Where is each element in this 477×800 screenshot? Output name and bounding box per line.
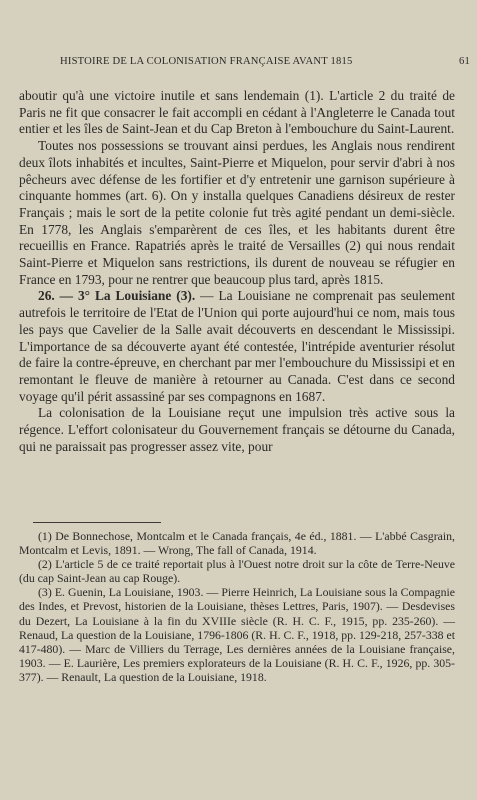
main-text <box>19 88 455 455</box>
paragraph-3 <box>19 288 455 405</box>
paragraph-4: La colonisation de la Louisiane reçut une impulsion très active sous la régence. L'effort colonisateur du Gouvernement français se détourne du Canada, qui ne paraissait pas progresser assez vite, pour <box>19 405 455 454</box>
footnote-divider <box>33 522 161 523</box>
footnote-1: (1) De Bonnechose, Montcalm et le Canada français, 4e éd., 1881. — L'abbé Casgrain, Montcalm et Levis, 1891. — Wrong, The fall of Canada, 1914. <box>19 529 455 558</box>
section-heading: 26. — 3° La Louisiane (3). <box>38 288 196 304</box>
paragraph-3-text: — La Louisiane ne comprenait pas seulement autrefois le territoire de l'Etat de l'Union qui porte aujourd'hui ce nom, mais tous les pays que Cavelier de la Salle avait découverts en descendant le Mississipi. L'importance de sa découverte ayant été contestée, l'intrépide aventurier résolut de faire la contre-épreuve, en cherchant par mer l'embouchure du Mississipi et en remontant le fleuve de manière à retourner au Canada. C'est dans ce second voyage qu'il périt assassiné par ses compagnons en 1687. <box>19 288 455 404</box>
footnotes <box>19 529 455 684</box>
running-title: HISTOIRE DE LA COLONISATION FRANÇAISE AVANT 1815 <box>60 56 353 67</box>
footnote-2: (2) L'article 5 de ce traité reportait plus à l'Ouest notre droit sur la côte de Terre-Neuve (du cap Saint-Jean au cap Rouge). <box>19 557 455 586</box>
footnote-3: (3) E. Guenin, La Louisiane, 1903. — Pierre Heinrich, La Louisiane sous la Compagnie des Indes, et Prevost, historien de la Louisiane, thèses Lettres, Paris, 1907). — Desdevises du Dezert, La Louisiane à la fin du XVIIIe siècle (R. H. C. F., 1915, pp. 235-260). — Renaud, La question de la Louisiane, 1796-1806 (R. H. C. F., 1918, pp. 129-218, 257-338 et 417-480). — Marc de Villiers du Terrage, Les dernières années de la Louisiane française, 1903. — E. Laurière, Les premiers explorateurs de la Louisiane (R. H. C. F., 1926, pp. 305-377). — Renault, La question de la Louisiane, 1918. <box>19 585 455 684</box>
paragraph-1: aboutir qu'à une victoire inutile et sans lendemain (1). L'article 2 du traité de Paris ne fit que consacrer le fait accompli en cédant à l'Angleterre le Canada tout entier et les îles de Saint-Jean et du Cap Breton à l'embouchure du Saint-Laurent. <box>19 88 455 137</box>
page-number: 61 <box>459 56 470 67</box>
paragraph-2: Toutes nos possessions se trouvant ainsi perdues, les Anglais nous rendirent deux îlots inhabités et incultes, Saint-Pierre et Miquelon, pour servir d'abri à nos pêcheurs avec défense de les fortifier et d'y entretenir une garnison supérieure à cinquante hommes (art. 6). On y installa quelques Canadiens désireux de rester Français ; mais le sort de la petite colonie fut très agité pendant un demi-siècle. En 1778, les Anglais s'emparèrent de ces îles, et les habitants durent être recueillis en France. Rapatriés après le traité de Versailles (2) qui nous rendait Saint-Pierre et Miquelon sans restrictions, ils durent de nouveau se réfugier en France en 1793, pour ne rentrer que beaucoup plus tard, après 1815. <box>19 138 455 287</box>
